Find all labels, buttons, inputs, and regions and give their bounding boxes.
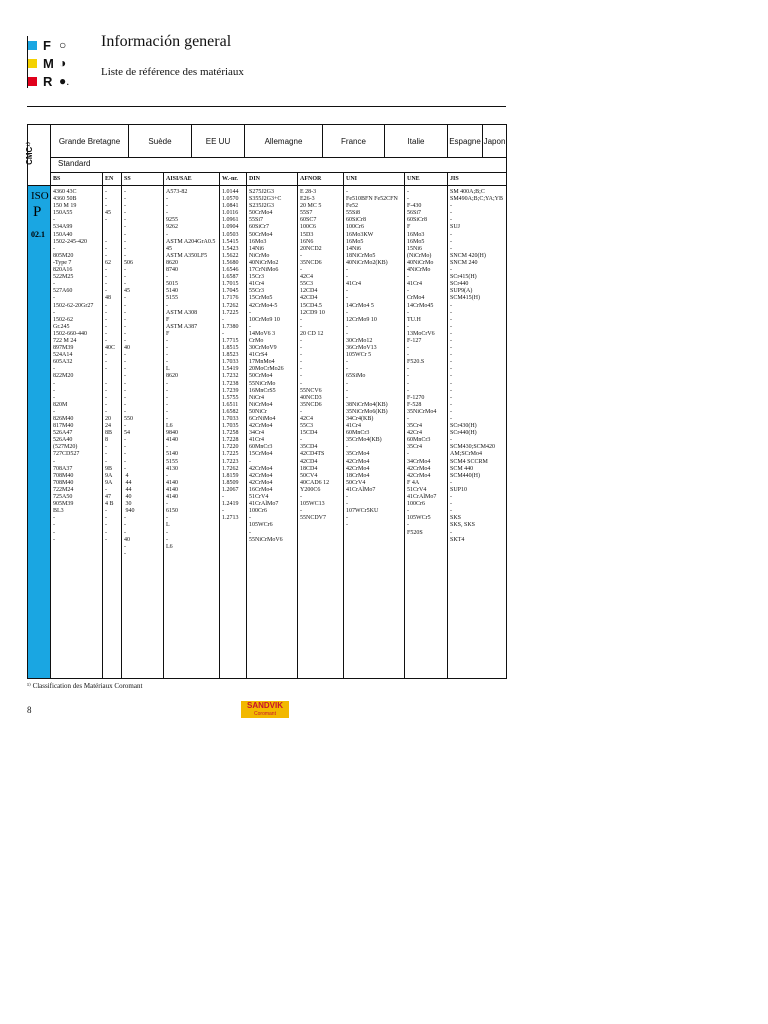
subheader-bs: BS <box>50 173 102 185</box>
column-bs: 4360 43C 4360 50B 150 M 19 150A55 - 534A99 150A40 1502-245-420 - 805M20 -Type 7 820A16 522M25 - 527A60 - 1502-62-20Gr27 - 1502-62 Gr.245 1502-660-440 722 M 24 897M39 524A14 605A32 - 822M20 - - - 820M - 826M40 817M40 526A47 526A40 (527M20) 727CD527 - 708A37 708M40 708M40 722M24 725A50 905M39 BL3 - - - - <box>50 186 102 678</box>
material-reference-table <box>24 124 507 679</box>
standard-label: Standard <box>58 159 91 168</box>
column-une: - - F-430 56Si7 60SiCr8 F 16Mo3 16Mo5 15Ni6 (NiCrMo) 40NiCrMo 4NiCrMo - 41Cr4 - CrMo4 14CrMo45 - TU.H - 13MoCrV6 F-127 - - F520.S - - - - F-1270 F-528 35NiCrMo4 - 35Cr4 42Cr4 60MnCr3 35Cr4 - 34CrMo4 42CrMo4 42CrMo4 F 4A 51CrV4 41CrAlMo7 100Cr6 - 105WCr5 - F520S <box>404 186 447 678</box>
filled-circle-icon: ●. <box>59 73 70 88</box>
country-header-italy: Italie <box>384 125 447 157</box>
half-circle-icon: ◑ <box>59 55 67 70</box>
iso-label: ISO <box>31 190 49 202</box>
subheader-uni: UNI <box>343 173 404 185</box>
header-divider <box>27 106 506 107</box>
country-header-japan: Japon <box>482 125 506 157</box>
country-header-uk: Grande Bretagne <box>50 125 128 157</box>
logo-row-m <box>28 54 86 72</box>
subheader-afnor: AFNOR <box>297 173 343 185</box>
column-din: S275J2G3 S355J2G3+C S235J2G3 50CrMo4 55Si7 60SiCr7 50CrMo4 16Mo3 14Ni6 NiCrMo 40NiCrMo2 17CrNiMo6 15Cr3 41Cr4 55Cr3 15CrMo5 42CrMo4-5 - 10CrMo9 10 - 14MoV6 3 CrMo 30CrMoV9 41CrS4 17MnMo4 20MoCrMo26 50CrMo4 55NiCrMo 16MnCrS5 NiCr4 NiCrMo4 50NiCr 6CrNiMo4 42CrMo4 34Cr4 41Cr4 60MnCr3 15CrMo4 - 42CrMo4 42CrMo4 42CrMo4 16CrMo4 51CrV4 41CrAlMo7 100Cr6 - 105WCr6 - 55NiCrMoV6 <box>246 186 297 678</box>
country-header-france: France <box>322 125 384 157</box>
logo-row-r <box>28 72 86 90</box>
logo-letter: F <box>43 37 51 53</box>
column-jis: SM 400A;B;C SM490A;B;C;YA;YB - - - SUJ - - - SNCM 420(H) SNCM 240 - SCr415(H) SCr440 SUP9(A) SCM415(H) - - - - - - - - - - - - - - - - - SCr430(H) SCr440(H) - SCM430;SCM420 AM;SCrMo4 SCM4 SCCRM SCM 440 SCM440(H) - SUP10 - - - SKS SKS, SKS - SKT4 <box>447 186 506 678</box>
column-w-nr: 1.0144 1.0570 1.0841 1.0116 1.0961 1.0904 1.0503 1.5415 1.5423 1.5622 1.5680 1.6546 1.6587 1.7015 1.7045 1.7176 1.7262 1.7225 - 1.7380 - 1.7715 1.8515 1.8523 1.7033 1.5419 1.7232 1.7238 1.7239 1.5755 1.6511 1.6582 1.7033 1.7035 1.7258 1.7228 1.7220 1.7225 1.7223 1.7262 1.8159 1.8509 1.2067 - 1.2419 - 1.2713 <box>219 186 246 678</box>
column-afnor: E 28-3 E26-3 20 MC 5 55S7 60SC7 100C6 15D3 16N6 20NCD2 - 35NCD6 - 42C4 55C3 12CD4 42CD4 15CD4.5 12CD9 10 - - 20 CD 12 - - - - - - - 55NCV6 40NCD3 35NCD6 - 42C4 55C3 15CD4 - 35CD4 42CD4TS 42CD4 18CD4 50CV4 40CAD6 12 Y200C6 - 105WC13 - 55NCDV7 <box>297 186 343 678</box>
cmc-header-cell <box>24 125 50 186</box>
cmc-side-column <box>24 125 51 678</box>
subheader-aisi-sae: AISI/SAE <box>163 173 219 185</box>
column-en: - - - 45 - - - - 62 - - - - 48 - - - - - - 40C - - - - - - - - 20 24 8B 8 - - - 9B 9A 9A - 47 4 B - - - - - <box>102 186 121 678</box>
logo-square-icon <box>28 77 37 86</box>
column-uni: - Fe510BFN Fe52CFN Fe52 55Si8 60SiCr8 100Cr6 16Mo3KW 16Mo5 14Ni6 18NiCrMo5 40NiCrMo2(KB) - - 41Cr4 - - 14CrMo4 5 - 12CrMo9 10 - - 30CrMo12 36CrMoV13 105WCr 5 - - 65SiMo - - - 38NiCrMo4(KB) 35NiCrMo6(KB) 34Cr4(KB) 41Cr4 60MnCr3 35CrMo4(KB) - 35CrMo4 42CrMo4 42CrMo4 18CrMo4 50CrV4 41CrAlMo7 - - 107WCr5KU - - <box>343 186 404 678</box>
logo-square-icon <box>28 41 37 50</box>
cmc-label: CMC¹⁾ <box>24 142 34 165</box>
page-number: 8 <box>27 705 32 715</box>
logo-letter: M <box>43 55 54 71</box>
subheader-en: EN <box>102 173 121 185</box>
iso-group-letter: P <box>33 204 42 220</box>
column-ss: - - - - - - - - - - 506 - - - 45 - - - - - - - 40 - - - - - - - - - 550 - 54 - - - - - 4 44 44 40 30 940 - - - 40 - - <box>121 186 163 678</box>
sandvik-logo <box>241 701 289 718</box>
subheader-w-nr: W.-nr. <box>219 173 246 185</box>
logo-row-f <box>28 36 86 54</box>
brand-name: SANDVIK <box>246 701 283 710</box>
footnote: ¹⁾ Classification des Matériaux Coromant <box>27 682 143 690</box>
subheader-une: UNE <box>404 173 447 185</box>
circle-icon: ○ <box>59 37 67 52</box>
country-header-germany: Allemagne <box>244 125 322 157</box>
subheader-din: DIN <box>246 173 297 185</box>
cmc-code: 02.1 <box>31 230 45 239</box>
column-aisi-sae: A573-82 - - - 9255 9262 - ASTM A204GrA0.5 45 ASTM A350LF5 8620 8740 - 5015 5140 5155 - ASTM A308 F ASTM A387 F - - - - L 8620 - - - - - - L6 9840 4140 - 5140 5155 4130 - 4140 4140 4140 - 6150 - L - - L6 <box>163 186 219 678</box>
brand-sub: Coromant <box>254 711 276 717</box>
iso-p-block <box>28 186 50 678</box>
country-header-sweden: Suède <box>128 125 191 157</box>
page-subtitle: Liste de référence des matériaux <box>101 66 244 78</box>
logo-square-icon <box>28 59 37 68</box>
page-title: Información general <box>101 33 232 50</box>
logo-letter: R <box>43 73 53 89</box>
header-rule-1 <box>50 157 506 158</box>
fmr-logo <box>28 36 86 90</box>
country-header-usa: EE UU <box>191 125 244 157</box>
subheader-jis: JIS <box>447 173 506 185</box>
country-header-spain: Espagne <box>447 125 482 157</box>
subheader-ss: SS <box>121 173 163 185</box>
